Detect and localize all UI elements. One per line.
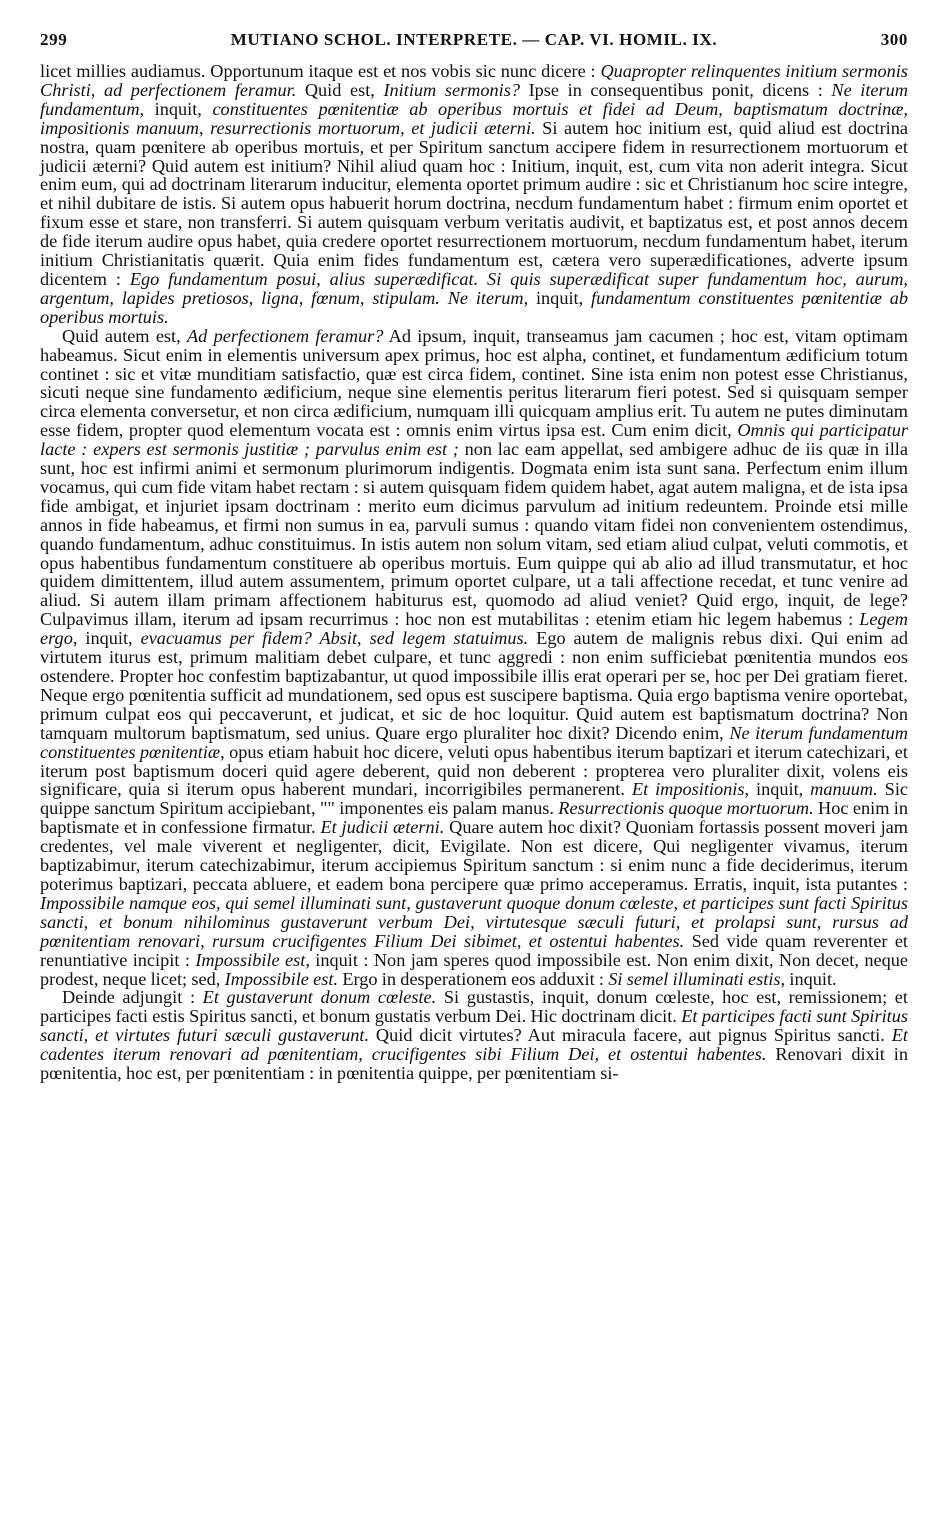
page-number-left: 299	[40, 30, 68, 49]
text-run: Quare autem hoc dixit? Quoniam fortassis possent moveri jam credentes, vel male viverent et negligenter, dicit, Evigilate. Non est dicere, Qui negligenter vivamus, iterum baptizabimur, iterum catechizabimur, iterum accipiemus Spiritum sanctum : si enim nunc a fide deciderimus, iterum poterimus baptizari, peccata abluere, et eadem bona percipere quæ primo acceperamus. Erratis, inquit, ista putantes :	[40, 817, 909, 894]
italic-quotation: Ad perfectionem feramur?	[187, 325, 384, 346]
italic-quotation: Et judicii æterni.	[320, 817, 445, 838]
text-run: Ipse in consequentibus ponit, dicens :	[520, 79, 832, 100]
text-run: Renovari dixit in pœnitentia, hoc est, per pœnitentiam : in pœnitentia quippe, per pœnitentiam si-	[40, 1044, 909, 1084]
italic-quotation: Impossibile est	[195, 949, 306, 970]
italic-quotation: manuum.	[810, 779, 878, 800]
italic-quotation: Quapropter relinquentes initium sermonis Christi, ad perfectionem feramur.	[40, 61, 908, 100]
text-run: Quid autem est,	[62, 325, 187, 346]
text-run: Quid est,	[296, 79, 384, 100]
italic-quotation: Et impositionis	[631, 779, 745, 800]
text-run: , inquit.	[780, 968, 837, 989]
paragraph	[40, 62, 908, 327]
running-header	[40, 30, 908, 52]
text-run: , inquit,	[139, 98, 213, 119]
text-run: Si gustastis, inquit, donum cœleste, hoc est, remissionem; et participes facti estis Spiritus sancti, et bonum gustatis verbum Dei. Hic doctrinam dicit.	[40, 987, 908, 1027]
text-run: Si autem hoc initium est, quid aliud est doctrina nostra, quam pœnitere ab operibus mortuis, et per Spiritum sanctum accipere fidem in resurrectionem mortuorum et judicii æterni? Quid autem est initium? Nihil aliud quam hoc : Initium, inquit, est, cum vita non aderit integra. Sicut enim eum, qui ad doctrinam literarum inducitur, elementa oportet primum audire : sic et Christianum hoc scire integre, et nihil dubitare de istis. Si autem opus habuerit horum doctrina, necdum fundamentum habet : firmum enim oportet et fixum esse et stare, non transferri. Si autem quisquam verbum veritatis audivit, et baptizatus est, et post annos decem de fide iterum audire opus habet, quia credere oportet resurrectionem mortuorum, necdum fundamentum habet, iterum initium Christianitatis quærit. Quia enim fides fundamentum est, cætera vero superædificationes, adverte ipsum dicentem :	[40, 117, 908, 289]
italic-quotation: constituentes pœnitentiæ ab operibus mortuis et fidei ad Deum, baptismatum doctrinæ, impositionis manuum, resurrectionis mortuorum, et judicii æterni.	[40, 98, 908, 138]
text-run: , inquit,	[744, 779, 811, 800]
italic-quotation: Omnis qui participatur lacte : expers est sermonis justitiæ ; parvulus enim est ;	[40, 420, 908, 460]
text-run: non lac eam appellat, sed ambigere adhuc de iis quæ in illa sunt, hoc est infirmi animi et sermonum plurimorum indigentis. Dogmata enim ista sunt sana. Perfectum enim illum vocamus, qui cum fide vitam habet rectam : si autem quisquam fidem quidem habet, agat autem maligna, et de ista ipsa fide ambigat, et injuriet ipsam doctrinam : merito eum dicimus parvulum ad initium redeuntem. Proinde etsi mille annos in fide habeamus, et firmi non sumus in ea, parvuli sumus : quando vitam fidei non convenientem ostendimus, quando fundamentum, adhuc constituimus. In istis autem non solum vitam, sed etiam aliud culpat, veluti commotis, et opus habentibus fundamentum constituere ab operibus mortuis. Eum quippe qui ab alio ad illud transmutatur, et hoc quidem dimittentem, illud autem assumentem, primum oportet culpare, ut a tali affectione recedat, et tunc venire ad aliud. Si autem illam primam affectionem habiturus est, quomodo ad aliud veniet? Quid ergo, inquit, de lege? Culpavimus illam, iterum ad ipsam recurrimus : hoc non est mutabilitas : etenim etiam hic legem habemus :	[40, 439, 908, 630]
text-run: , inquit : Non jam speres quod impossibile est. Non enim dixit, Non decet, neque prodest, neque licet; sed,	[40, 949, 908, 989]
paragraph	[40, 327, 908, 989]
text-run: Sic quippe sanctum Spiritum accipiebant, "" imponentes eis palam manus.	[40, 779, 909, 819]
text-run: licet millies audiamus. Opportunum itaque est et nos vobis sic nunc dicere :	[40, 61, 601, 81]
body-text	[40, 62, 908, 1083]
text-run: Ego autem de malignis rebus dixi. Qui enim ad virtutem iturus est, primum malitiam debet culpare, et tunc aggredi : non enim sufficiebat pœnitentia mundos eos ostendere. Propter hoc confestim baptizabantur, ut quod impossibile illis erat operari per se, hoc per Dei gratiam fieret. Neque ergo pœnitentia sufficit ad mundationem, sed opus est suscipere baptisma. Quia ergo baptisma venire oportebat, primum culpat eos qui peccaverunt, et judicat, et sic de hoc loquitur. Quid autem est baptismatum doctrina? Non tamquam multorum baptismatum, sed unius. Quare ergo pluraliter hoc dixit? Dicendo enim,	[40, 628, 909, 743]
text-run: Deinde adjungit :	[62, 987, 203, 1008]
italic-quotation: Ne iterum fundamentum	[40, 79, 908, 119]
text-run: Quid dicit virtutes? Aut miracula facere, aut pignus Spiritus sancti.	[369, 1025, 892, 1046]
italic-quotation: Et gustaverunt donum cœleste.	[202, 987, 437, 1008]
italic-quotation: Initium sermonis?	[383, 79, 520, 100]
italic-quotation: Legem ergo	[40, 609, 908, 649]
italic-quotation: Ne iterum fundamentum constituentes pœnitentiæ	[40, 722, 908, 762]
text-run: , opus etiam habuit hoc dicere, veluti opus habentibus iterum baptizari et iterum catechizari, et iterum post baptismum doceri quid agere deberent, quid non deberent : propterea vero pluraliter dixit, volens eis significare, quia si iterum opus haberent mundari, incorrigibiles permanerent.	[40, 741, 908, 800]
text-run: , inquit,	[72, 628, 141, 649]
italic-quotation: Si semel illuminati estis	[608, 968, 781, 989]
italic-quotation: evacuamus per fidem? Absit, sed legem statuimus.	[140, 628, 529, 649]
italic-quotation: Resurrectionis quoque mortuorum.	[558, 798, 814, 819]
italic-quotation: Ego fundamentum posui, alius superædificat. Si quis superædificat super fundamentum hoc, aurum, argentum, lapides pretiosos, ligna, fœnum, stipulam. Ne iterum	[40, 268, 908, 308]
text-run: Sed vide quam reverenter et renuntiative incipit :	[40, 930, 909, 970]
text-run: Ergo in desperationem eos adduxit :	[338, 968, 609, 989]
italic-quotation: fundamentum constituentes pœnitentiæ ab operibus mortuis.	[40, 287, 909, 327]
text-run: Hoc enim in baptismate et in confessione firmatur.	[40, 798, 908, 838]
italic-quotation: Impossibile est.	[224, 968, 339, 989]
running-title: MUTIANO SCHOL. INTERPRETE. — CAP. VI. HOMIL. IX.	[230, 30, 718, 49]
italic-quotation: Et participes facti sunt Spiritus sancti, et virtutes futuri sæculi gustaverunt.	[40, 1006, 908, 1046]
page-number-right: 300	[880, 30, 908, 49]
text-run: , inquit,	[523, 287, 592, 308]
italic-quotation: Impossibile namque eos, qui semel illuminati sunt, gustaverunt quoque donum cœleste, et participes sunt facti Spiritus sancti, et bonum nihilominus gustaverunt verbum Dei, virtutesque sæculi futuri, et prolapsi sunt, rursus ad pœnitentiam renovari, rursum crucifigentes Filium Dei sibimet, et ostentui habentes.	[40, 892, 908, 951]
paragraph	[40, 988, 908, 1083]
italic-quotation: Et cadentes iterum renovari ad pœnitentiam, crucifigentes sibi Filium Dei, et ostentui habentes.	[40, 1025, 908, 1065]
text-run: Ad ipsum, inquit, transeamus jam cacumen ; hoc est, vitam optimam habeamus. Sicut enim in elementis universum apex primus, hoc est alpha, continet, et fundamentum ædificium totum continet : sic et vitæ munditiam satisfactio, quæ est circa fidem, continet. Sine ista enim non potest esse Christianus, sicuti neque sine fundamento ædificium, neque sine elementis peritus literarum fieri potest. Sed si quisquam semper circa elementa conversetur, et non circa ædificium, numquam illi quicquam amplius erit. Tu autem ne putes diminutam esse fidem, propter quod elementum vocata est : omnis enim virtus ipsa est. Cum enim dicit,	[40, 325, 909, 441]
